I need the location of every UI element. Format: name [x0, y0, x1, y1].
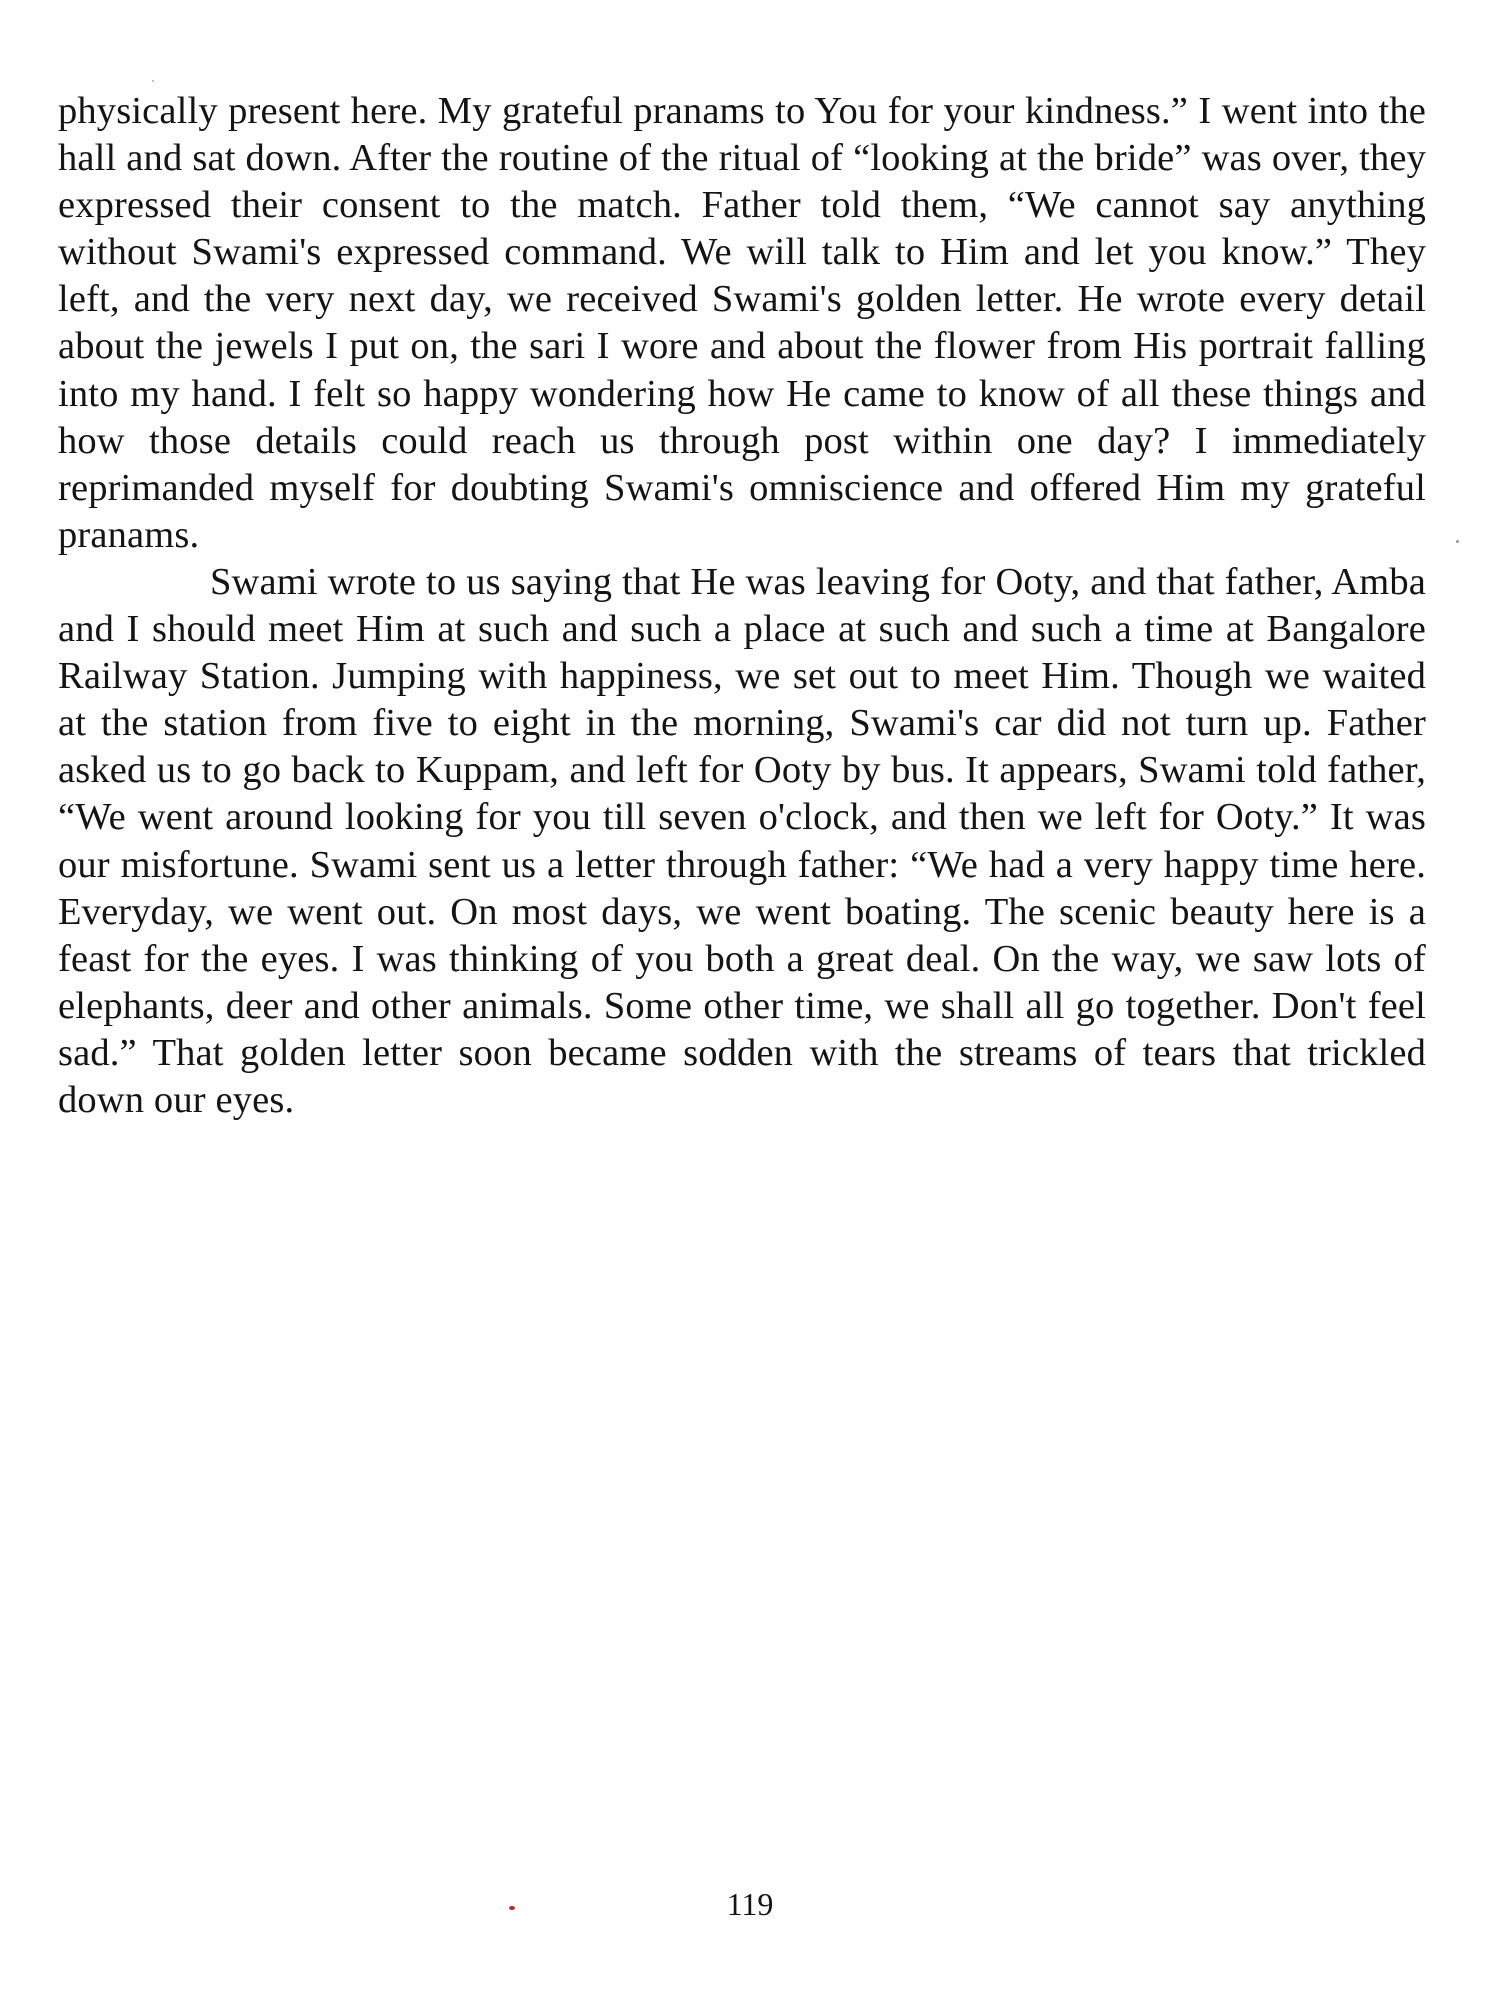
body-text [58, 88, 1426, 1124]
paragraph-1: physically present here. My grateful pranams to You for your kindness.” I went into the hall and sat down. After the routine of the ritual of “looking at the bride” was over, they expressed their consent to the match. Father told them, “We cannot say anything without Swami's expressed command. We will talk to Him and let you know.” They left, and the very next day, we received Swami's golden letter. He wrote every detail about the jewels I put on, the sari I wore and about the flower from His portrait falling into my hand. I felt so happy wondering how He came to know of all these things and how those details could reach us through post within one day? I immediately reprimanded myself for doubting Swami's omniscience and offered Him my grateful pranams. [58, 90, 1426, 556]
ink-speck [509, 1906, 515, 1910]
scan-dust [152, 80, 154, 82]
page-number: 119 [726, 1886, 774, 1922]
paragraph-2: Swami wrote to us saying that He was leaving for Ooty, and that father, Amba and I should meet Him at such and such a place at such and such a time at Bangalore Railway Station. Jumping with happiness, we set out to meet Him. Though we waited at the station from five to eight in the morning, Swami's car did not turn up. Father asked us to go back to Kuppam, and left for Ooty by bus. It appears, Swami told father, “We went around looking for you till seven o'clock, and then we left for Ooty.” It was our misfortune. Swami sent us a letter through father: “We had a very happy time here. Everyday, we went out. On most days, we went boating. The scenic beauty here is a feast for the eyes. I was thinking of you both a great deal. On the way, we saw lots of elephants, deer and other animals. Some other time, we shall all go together. Don't feel sad.” That golden letter soon became sodden with the streams of tears that trickled down our eyes. [58, 560, 1426, 1121]
scan-dust [1456, 540, 1459, 543]
